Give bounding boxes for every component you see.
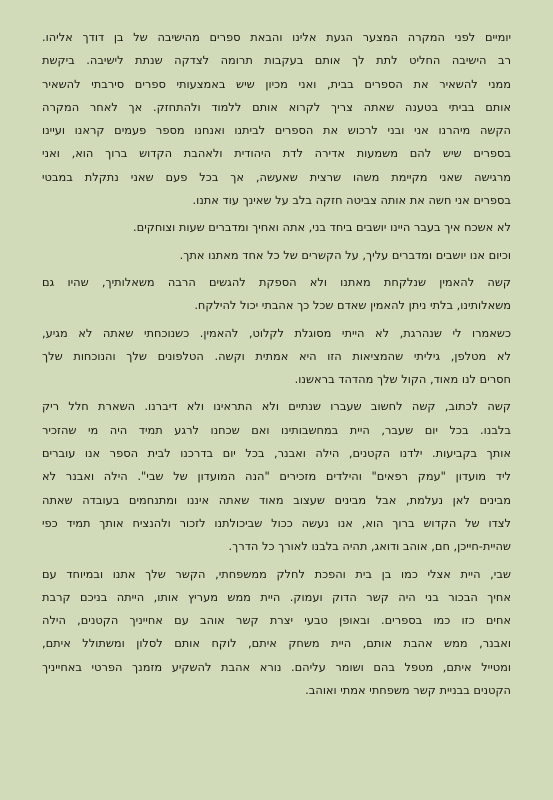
- text-line: כשאמרו לי שנהרגת, לא הייתי מסוגלת לקלוט, להאמין. כשנוכחתי שאתה לא מגיע,: [42, 325, 511, 340]
- text-line: הקטנים בבניית קשר משפחתי אמתי ואוהב.: [305, 683, 511, 698]
- text-line: שבי, היית אצלי כמו בן בית והפכת לחלק ממשפחתי, הקשר שלך אתנו ובמיוחד עם: [42, 566, 511, 581]
- letter-text: [42, 26, 511, 702]
- paragraph: [42, 216, 511, 239]
- text-line: משאלותינו, בלתי ניתן להאמין שאדם שכל כך אהבתי יכול להילקח.: [194, 298, 511, 313]
- text-line: לא אשכח איך בעבר היינו יושבים ביחד בני, אתה ואחיך ומדברים שעות וצוחקים.: [133, 220, 511, 235]
- paragraph: [42, 271, 511, 318]
- text-line: ממני להשאיר את הספרים בבית, ואני מכיון שיש באמצעותי ספרים סירבתי להשאיר: [42, 76, 511, 91]
- text-line: ואבנר, ממש אהבת אותם, היית משחק איתם, לוקח אותם לסלון ומשתולל איתם,: [42, 636, 511, 651]
- text-line: לצדו של הקדוש ברוך הוא, אנו נעשה ככול שביכולתנו לזכור ולהנציח אותך תמיד כפי: [42, 515, 511, 530]
- text-line: הקשה מיהרנו אני ובני לרכוש את הספרים לביתנו ואנחנו מספר פעמים קראנו ועיינו: [42, 123, 511, 138]
- text-line: חסרים לנו מאוד, הקול שלך מהדהד בראשנו.: [294, 372, 511, 387]
- text-line: אותך בקביעות. ילדנו הקטנים, הילה ואבנר, בכל יום בדרכנו לבית הספר אנו עוברים: [42, 446, 511, 461]
- text-line: יומיים לפני המקרה המצער הגעת אלינו והבאת ספרים מהישיבה של בן דודך אליהו.: [42, 30, 511, 44]
- paragraph: [42, 244, 511, 267]
- text-line: בספרים שיש להם משמעות אדירה לדת היהודית ולאהבת הקדוש ברוך הוא, ואני: [42, 146, 511, 161]
- text-line: ליד מועדון "עמק רפאים" והילדים מזכירים "הנה המועדון של שבי". הילה ואבנר לא: [42, 469, 511, 484]
- paragraph: [42, 322, 511, 392]
- text-line: מבינים לאן נעלמת, אבל מבינים שעצוב מאוד שאתה איננו ומתנחמים בעובדה שאתה: [42, 492, 511, 507]
- paragraph: [42, 395, 511, 558]
- text-line: שהיית-חייכן, חם, אוהב ודואג, תהיה בלבנו לאורך כל הדרך.: [228, 539, 511, 554]
- text-line: אחיך הבכור בני היה קשר הדוק ועמוק. היית ממש מעריץ אותו, הייתה בניכם קרבת: [42, 589, 511, 604]
- paragraph: [42, 563, 511, 703]
- text-line: אחים כזו כמו בספרים. ובאופן טבעי יצרת קשר אוהב עם אחייניך הקטנים, הילה: [42, 613, 511, 628]
- text-line: קשה לכתוב, קשה לחשוב שעברו שנתיים ולא התראינו ולא דיברנו. השארת חלל ריק: [42, 399, 511, 414]
- text-line: אותם בביתי בטענה שאתה צריך לקרוא אותם ללמוד ולהתחזק. אך לאחר המקרה: [42, 99, 511, 114]
- text-line: בספרים אני חשה את אותה צביטה חזקה בלב על שאינך עוד אתנו.: [192, 193, 511, 208]
- text-line: בלבנו. בכל יום שעבר, היית במחשבותינו ואם שכחנו לרגע תמיד היה מי שהזכיר: [42, 422, 511, 437]
- text-line: קשה להאמין שנלקחת מאתנו ולא הספקת להגשים הרבה משאלותיך, שהיו גם: [42, 274, 511, 289]
- text-line: רב הישיבה החליט לתת לך אותם בעקבות תרומה לצדקה שנתת לישיבה. ביקשת: [42, 53, 511, 68]
- text-line: וכיום אנו יושבים ומדברים עליך, על הקשרים של כל אחד מאתנו אתך.: [179, 247, 511, 262]
- text-line: לא מטלפן, גיליתי שהמציאות הזו היא אמתית וקשה. הטלפונים שלך והנוכחות שלך: [42, 348, 511, 363]
- text-line: ומטייל איתם, מטפל בהם ושומר עליהם. נורא אהבת להשקיע מזמנך הפרטי באחייניך: [42, 659, 511, 674]
- paragraph: [42, 26, 511, 212]
- text-line: מרגישה שאני מקיימת משהו שרצית שאעשה, אך בכל פעם שאני נתקלת במבטי: [42, 169, 511, 184]
